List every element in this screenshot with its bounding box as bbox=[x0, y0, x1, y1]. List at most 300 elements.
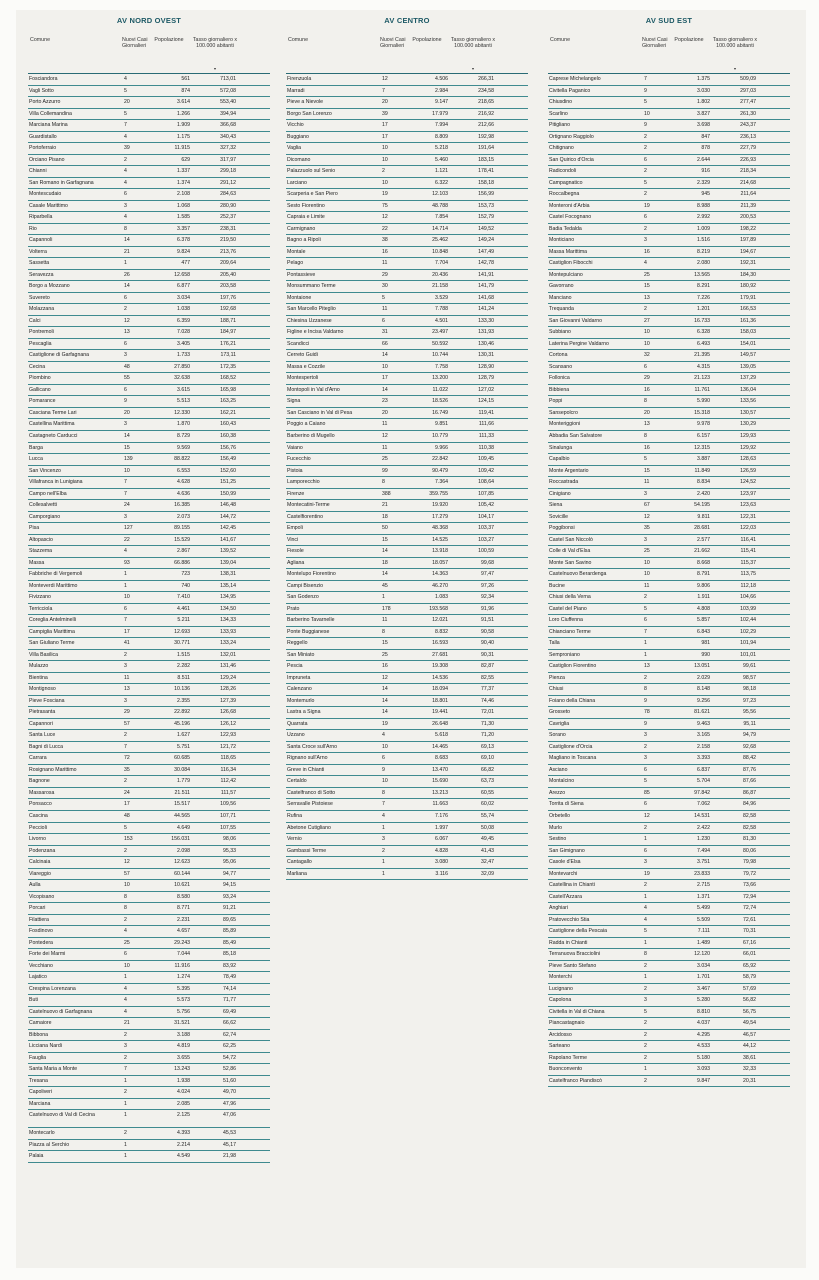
cell-nuovi-casi: 8 bbox=[124, 905, 127, 912]
cell-nuovi-casi: 29 bbox=[382, 271, 388, 278]
cell-tasso: 122,93 bbox=[220, 732, 236, 739]
cell-tasso: 101,94 bbox=[740, 640, 756, 647]
cell-popolazione: 6.493 bbox=[697, 340, 710, 347]
cell-comune: Rufina bbox=[287, 813, 302, 819]
cell-popolazione: 8.832 bbox=[435, 628, 448, 635]
cell-tasso: 192,68 bbox=[220, 306, 236, 313]
cell-nuovi-casi: 3 bbox=[644, 997, 647, 1004]
cell-popolazione: 54.195 bbox=[694, 502, 710, 509]
cell-nuovi-casi: 9 bbox=[382, 766, 385, 773]
cell-tasso: 184,30 bbox=[740, 271, 756, 278]
table-row bbox=[548, 558, 790, 570]
cell-nuovi-casi: 22 bbox=[382, 225, 388, 232]
cell-nuovi-casi: 1 bbox=[124, 582, 127, 589]
table-row bbox=[28, 799, 270, 811]
sort-desc-icon[interactable] bbox=[734, 68, 736, 70]
cell-tasso: 66,62 bbox=[223, 1020, 236, 1027]
cell-tasso: 74,46 bbox=[481, 697, 494, 704]
cell-comune: Camaiore bbox=[29, 1020, 52, 1027]
cell-nuovi-casi: 14 bbox=[382, 352, 388, 359]
cell-nuovi-casi: 3 bbox=[644, 536, 647, 543]
table-header bbox=[286, 37, 528, 73]
table-row bbox=[286, 799, 528, 811]
cell-tasso: 56,82 bbox=[743, 997, 756, 1004]
cell-popolazione: 1.733 bbox=[177, 352, 190, 359]
cell-nuovi-casi: 9 bbox=[644, 122, 647, 129]
cell-popolazione: 2.992 bbox=[697, 214, 710, 221]
cell-nuovi-casi: 2 bbox=[124, 156, 127, 163]
cell-tasso: 69,49 bbox=[223, 1008, 236, 1015]
cell-comune: Campagnatico bbox=[549, 179, 583, 186]
cell-tasso: 77,37 bbox=[481, 686, 494, 693]
cell-comune: Castelfiorentino bbox=[287, 513, 324, 520]
cell-nuovi-casi: 20 bbox=[124, 409, 130, 416]
table-row bbox=[286, 132, 528, 144]
table-header bbox=[28, 37, 270, 73]
cell-popolazione: 13.565 bbox=[694, 271, 710, 278]
cell-comune: Gallicano bbox=[29, 386, 51, 393]
cell-comune: Caprese Michelangelo bbox=[549, 76, 601, 82]
cell-popolazione: 8.683 bbox=[435, 755, 448, 762]
table-row bbox=[286, 592, 528, 604]
cell-nuovi-casi: 25 bbox=[644, 271, 650, 278]
cell-nuovi-casi: 3 bbox=[124, 421, 127, 428]
cell-tasso: 128,63 bbox=[740, 456, 756, 463]
cell-popolazione: 7.364 bbox=[435, 479, 448, 486]
cell-tasso: 100,59 bbox=[478, 548, 494, 555]
cell-popolazione: 4.549 bbox=[177, 1153, 190, 1160]
cell-comune: Chiusi bbox=[549, 686, 564, 693]
cell-popolazione: 18.526 bbox=[432, 398, 448, 405]
cell-tasso: 141,24 bbox=[478, 306, 494, 313]
table-row bbox=[286, 846, 528, 858]
table-header bbox=[548, 37, 790, 73]
cell-popolazione: 5.573 bbox=[177, 997, 190, 1004]
table-row bbox=[548, 869, 790, 881]
table-row bbox=[28, 258, 270, 270]
cell-comune: Radda in Chianti bbox=[549, 939, 588, 946]
cell-popolazione: 3.529 bbox=[435, 294, 448, 301]
cell-tasso: 95,56 bbox=[743, 709, 756, 716]
cell-nuovi-casi: 17 bbox=[382, 133, 388, 140]
cell-tasso: 184,97 bbox=[220, 329, 236, 336]
cell-comune: Fabbriche di Vergemoli bbox=[29, 571, 83, 578]
cell-nuovi-casi: 4 bbox=[644, 260, 647, 267]
cell-comune: Loro Ciuffenna bbox=[549, 617, 583, 624]
table-row bbox=[548, 1076, 790, 1088]
cell-nuovi-casi: 31 bbox=[382, 329, 388, 336]
cell-nuovi-casi: 2 bbox=[124, 651, 127, 658]
cell-tasso: 108,64 bbox=[478, 479, 494, 486]
cell-comune: Sassetta bbox=[29, 260, 50, 267]
cell-popolazione: 4.037 bbox=[697, 1020, 710, 1027]
cell-nuovi-casi: 2 bbox=[644, 168, 647, 175]
cell-comune: Bibbiena bbox=[549, 386, 570, 393]
cell-comune: Montopoli in Val d'Arno bbox=[287, 386, 340, 393]
cell-tasso: 49,70 bbox=[223, 1089, 236, 1096]
cell-popolazione: 11.663 bbox=[432, 801, 448, 808]
cell-nuovi-casi: 127 bbox=[124, 525, 133, 532]
cell-tasso: 297,03 bbox=[740, 87, 756, 94]
section-nord-ovest bbox=[28, 10, 270, 1163]
header-popolazione: Popolazione bbox=[674, 37, 704, 43]
sort-desc-icon[interactable] bbox=[214, 68, 216, 70]
cell-tasso: 141,91 bbox=[478, 271, 494, 278]
cell-tasso: 79,98 bbox=[743, 859, 756, 866]
cell-comune: Castellina in Chianti bbox=[549, 882, 595, 889]
cell-comune: Pitigliano bbox=[549, 122, 571, 129]
header-tasso[interactable]: Tasso giornaliero x 100.000 abitanti bbox=[712, 37, 758, 50]
cell-popolazione: 4.533 bbox=[697, 1043, 710, 1050]
cell-nuovi-casi: 50 bbox=[382, 525, 388, 532]
cell-comune: Buti bbox=[29, 997, 38, 1004]
cell-comune: Montelupo Fiorentino bbox=[287, 571, 336, 578]
cell-comune: Villafranca in Lunigiana bbox=[29, 479, 83, 486]
cell-comune: Pontremoli bbox=[29, 329, 54, 336]
section-title: AV CENTRO bbox=[384, 16, 430, 25]
cell-comune: Trequanda bbox=[549, 306, 574, 313]
cell-popolazione: 27.681 bbox=[432, 651, 448, 658]
cell-tasso: 553,40 bbox=[220, 99, 236, 106]
cell-nuovi-casi: 12 bbox=[382, 76, 388, 82]
cell-nuovi-casi: 9 bbox=[644, 720, 647, 727]
table-row bbox=[548, 684, 790, 696]
header-tasso[interactable]: Tasso giornaliero x 100.000 abitanti bbox=[192, 37, 238, 50]
cell-tasso: 103,27 bbox=[478, 536, 494, 543]
table-row bbox=[548, 258, 790, 270]
cell-tasso: 87,66 bbox=[743, 778, 756, 785]
cell-comune: Calenzano bbox=[287, 686, 312, 693]
cell-tasso: 67,16 bbox=[743, 939, 756, 946]
cell-nuovi-casi: 153 bbox=[124, 836, 133, 843]
cell-nuovi-casi: 1 bbox=[382, 824, 385, 831]
cell-comune: Palazzuolo sul Senio bbox=[287, 168, 336, 175]
cell-popolazione: 8.511 bbox=[177, 674, 190, 681]
cell-popolazione: 7.044 bbox=[177, 951, 190, 958]
cell-nuovi-casi: 67 bbox=[644, 502, 650, 509]
cell-tasso: 366,68 bbox=[220, 122, 236, 129]
table-row bbox=[28, 650, 270, 662]
table-row bbox=[548, 270, 790, 282]
cell-tasso: 227,79 bbox=[740, 145, 756, 152]
cell-tasso: 109,45 bbox=[478, 456, 494, 463]
cell-tasso: 72,74 bbox=[743, 905, 756, 912]
table-row bbox=[28, 212, 270, 224]
cell-comune: Monteroni d'Arbia bbox=[549, 202, 590, 209]
cell-comune: Magliano in Toscana bbox=[549, 755, 597, 762]
cell-tasso: 226,93 bbox=[740, 156, 756, 163]
table-body bbox=[286, 73, 528, 880]
cell-popolazione: 5.513 bbox=[177, 398, 190, 405]
cell-nuovi-casi: 20 bbox=[382, 99, 388, 106]
table-row bbox=[28, 489, 270, 501]
cell-comune: Bientina bbox=[29, 674, 48, 681]
cell-nuovi-casi: 4 bbox=[124, 985, 127, 992]
table-row bbox=[28, 408, 270, 420]
table-row bbox=[28, 823, 270, 835]
cell-tasso: 142,45 bbox=[220, 525, 236, 532]
table-row bbox=[28, 120, 270, 132]
table-row bbox=[548, 707, 790, 719]
table-row bbox=[28, 373, 270, 385]
table-row bbox=[286, 189, 528, 201]
cell-nuovi-casi: 25 bbox=[382, 456, 388, 463]
cell-tasso: 168,52 bbox=[220, 375, 236, 382]
cell-popolazione: 14.363 bbox=[432, 571, 448, 578]
cell-comune: Pieve a Nievole bbox=[287, 99, 324, 106]
cell-popolazione: 4.808 bbox=[697, 605, 710, 612]
cell-comune: San Quirico d'Orcia bbox=[549, 156, 594, 163]
cell-popolazione: 12.330 bbox=[174, 409, 190, 416]
cell-comune: Arezzo bbox=[549, 789, 566, 796]
cell-nuovi-casi: 4 bbox=[124, 168, 127, 175]
cell-tasso: 62,74 bbox=[223, 1031, 236, 1038]
cell-nuovi-casi: 9 bbox=[124, 398, 127, 405]
table-row bbox=[286, 811, 528, 823]
cell-popolazione: 1.083 bbox=[435, 594, 448, 601]
table-row bbox=[548, 673, 790, 685]
table-row bbox=[28, 155, 270, 167]
cell-popolazione: 60.144 bbox=[174, 870, 190, 877]
cell-comune: Gambassi Terme bbox=[287, 847, 327, 854]
cell-popolazione: 7.994 bbox=[435, 122, 448, 129]
cell-popolazione: 12.103 bbox=[432, 191, 448, 198]
cell-popolazione: 30.084 bbox=[174, 766, 190, 773]
table-row bbox=[548, 615, 790, 627]
cell-nuovi-casi: 3 bbox=[124, 1043, 127, 1050]
table-row bbox=[28, 776, 270, 788]
cell-nuovi-casi: 32 bbox=[644, 352, 650, 359]
cell-comune: Ponte Buggianese bbox=[287, 628, 330, 635]
cell-tasso: 238,31 bbox=[220, 225, 236, 232]
cell-nuovi-casi: 57 bbox=[124, 720, 130, 727]
table-row bbox=[548, 385, 790, 397]
cell-popolazione: 27.850 bbox=[174, 363, 190, 370]
cell-tasso: 45,53 bbox=[223, 1130, 236, 1137]
cell-tasso: 79,72 bbox=[743, 870, 756, 877]
cell-tasso: 32,47 bbox=[481, 859, 494, 866]
table-row bbox=[286, 558, 528, 570]
cell-tasso: 99,61 bbox=[743, 663, 756, 670]
cell-comune: Larciano bbox=[287, 179, 307, 186]
cell-popolazione: 10.744 bbox=[432, 352, 448, 359]
cell-tasso: 70,31 bbox=[743, 928, 756, 935]
cell-nuovi-casi: 4 bbox=[382, 813, 385, 819]
cell-tasso: 277,47 bbox=[740, 99, 756, 106]
cell-nuovi-casi: 2 bbox=[644, 674, 647, 681]
cell-comune: Vernio bbox=[287, 836, 302, 843]
table-row bbox=[548, 339, 790, 351]
cell-popolazione: 13.918 bbox=[432, 548, 448, 555]
cell-tasso: 82,58 bbox=[743, 824, 756, 831]
cell-tasso: 203,58 bbox=[220, 283, 236, 290]
cell-tasso: 95,11 bbox=[743, 720, 756, 727]
header-tasso[interactable]: Tasso giornaliero x 100.000 abitanti bbox=[450, 37, 496, 50]
header-nuovi-casi: Nuovi Casi Giornalieri bbox=[122, 37, 148, 50]
cell-popolazione: 945 bbox=[701, 191, 710, 198]
cell-tasso: 21,98 bbox=[223, 1153, 236, 1160]
cell-nuovi-casi: 5 bbox=[644, 605, 647, 612]
cell-popolazione: 5.395 bbox=[177, 985, 190, 992]
table-row bbox=[548, 742, 790, 754]
cell-popolazione: 2.108 bbox=[177, 191, 190, 198]
table-row bbox=[28, 765, 270, 777]
cell-popolazione: 4.393 bbox=[177, 1130, 190, 1137]
table-row bbox=[28, 132, 270, 144]
table-row bbox=[28, 362, 270, 374]
cell-nuovi-casi: 2 bbox=[124, 916, 127, 923]
cell-popolazione: 6.359 bbox=[177, 317, 190, 324]
cell-popolazione: 1.938 bbox=[177, 1077, 190, 1084]
cell-comune: Capoliveri bbox=[29, 1089, 53, 1096]
table-row bbox=[28, 1064, 270, 1076]
table-row bbox=[548, 857, 790, 869]
cell-popolazione: 740 bbox=[181, 582, 190, 589]
cell-popolazione: 12.693 bbox=[174, 628, 190, 635]
cell-popolazione: 3.030 bbox=[697, 87, 710, 94]
table-row bbox=[286, 327, 528, 339]
header-nuovi-casi: Nuovi Casi Giornalieri bbox=[642, 37, 668, 50]
cell-popolazione: 90.479 bbox=[432, 467, 448, 474]
table-row bbox=[286, 581, 528, 593]
table-row bbox=[548, 224, 790, 236]
cell-nuovi-casi: 11 bbox=[124, 674, 130, 681]
cell-popolazione: 11.761 bbox=[694, 386, 710, 393]
cell-popolazione: 6.378 bbox=[177, 237, 190, 244]
cell-popolazione: 7.854 bbox=[435, 214, 448, 221]
table-row bbox=[548, 109, 790, 121]
cell-nuovi-casi: 10 bbox=[124, 594, 130, 601]
table-row bbox=[548, 776, 790, 788]
cell-nuovi-casi: 7 bbox=[124, 617, 127, 624]
cell-popolazione: 10.621 bbox=[174, 882, 190, 889]
cell-popolazione: 13.243 bbox=[174, 1066, 190, 1073]
table-row bbox=[548, 569, 790, 581]
table-row bbox=[28, 316, 270, 328]
cell-comune: Santa Croce sull'Arno bbox=[287, 743, 338, 750]
table-row bbox=[28, 857, 270, 869]
table-row bbox=[548, 638, 790, 650]
cell-tasso: 84,96 bbox=[743, 801, 756, 808]
cell-comune: Pistoia bbox=[287, 467, 303, 474]
cell-comune: Montescudaio bbox=[29, 191, 62, 198]
cell-nuovi-casi: 1 bbox=[124, 1112, 127, 1119]
cell-popolazione: 10.779 bbox=[432, 432, 448, 439]
cell-popolazione: 23.497 bbox=[432, 329, 448, 336]
table-row bbox=[28, 1151, 270, 1163]
cell-comune: Serravalle Pistoiese bbox=[287, 801, 333, 808]
table-body bbox=[548, 73, 790, 1087]
cell-popolazione: 4.828 bbox=[435, 847, 448, 854]
table-row bbox=[286, 201, 528, 213]
cell-nuovi-casi: 1 bbox=[644, 974, 647, 981]
cell-comune: Massa Marittima bbox=[549, 248, 588, 255]
cell-comune: Montalcino bbox=[549, 778, 575, 785]
cell-comune: Massa bbox=[29, 559, 45, 566]
table-row bbox=[28, 1041, 270, 1053]
cell-comune: Pelago bbox=[287, 260, 304, 267]
cell-popolazione: 990 bbox=[701, 651, 710, 658]
cell-nuovi-casi: 6 bbox=[644, 156, 647, 163]
cell-comune: Crespina Lorenzana bbox=[29, 985, 76, 992]
cell-comune: Pieve Santo Stefano bbox=[549, 962, 597, 969]
cell-tasso: 107,71 bbox=[220, 813, 236, 819]
cell-popolazione: 14.525 bbox=[432, 536, 448, 543]
cell-comune: Forte dei Marmi bbox=[29, 951, 66, 958]
cell-nuovi-casi: 19 bbox=[644, 870, 650, 877]
cell-comune: Subbiano bbox=[549, 329, 571, 336]
cell-comune: Reggello bbox=[287, 640, 308, 647]
cell-tasso: 95,33 bbox=[223, 847, 236, 854]
cell-popolazione: 46.270 bbox=[432, 582, 448, 589]
cell-nuovi-casi: 5 bbox=[644, 1008, 647, 1015]
table-row bbox=[28, 1140, 270, 1152]
cell-comune: Lucignano bbox=[549, 985, 573, 992]
cell-popolazione: 2.420 bbox=[697, 490, 710, 497]
cell-nuovi-casi: 8 bbox=[644, 398, 647, 405]
cell-nuovi-casi: 4 bbox=[644, 905, 647, 912]
cell-nuovi-casi: 5 bbox=[124, 824, 127, 831]
cell-tasso: 82,55 bbox=[481, 674, 494, 681]
cell-nuovi-casi: 10 bbox=[644, 571, 650, 578]
cell-popolazione: 723 bbox=[181, 571, 190, 578]
table-row bbox=[286, 869, 528, 881]
cell-tasso: 179,91 bbox=[740, 294, 756, 301]
cell-comune: Siena bbox=[549, 502, 563, 509]
table-row bbox=[28, 109, 270, 121]
table-row bbox=[28, 1053, 270, 1065]
cell-popolazione: 981 bbox=[701, 640, 710, 647]
cell-nuovi-casi: 5 bbox=[382, 294, 385, 301]
sort-desc-icon[interactable] bbox=[472, 68, 474, 70]
table-row bbox=[28, 512, 270, 524]
cell-tasso: 74,14 bbox=[223, 985, 236, 992]
cell-tasso: 91,51 bbox=[481, 617, 494, 624]
cell-comune: Marliana bbox=[287, 870, 307, 877]
cell-tasso: 90,40 bbox=[481, 640, 494, 647]
cell-tasso: 122,31 bbox=[740, 513, 756, 520]
table-row bbox=[548, 1064, 790, 1076]
cell-popolazione: 21.511 bbox=[174, 789, 190, 796]
cell-tasso: 65,92 bbox=[743, 962, 756, 969]
cell-comune: Dicomano bbox=[287, 156, 311, 163]
cell-comune: Sorano bbox=[549, 732, 566, 739]
cell-nuovi-casi: 22 bbox=[124, 536, 130, 543]
cell-popolazione: 4.657 bbox=[177, 928, 190, 935]
cell-comune: Viareggio bbox=[29, 870, 51, 877]
table-row bbox=[286, 362, 528, 374]
cell-nuovi-casi: 1 bbox=[124, 974, 127, 981]
section-title: AV NORD OVEST bbox=[116, 16, 182, 25]
cell-comune: Anghiari bbox=[549, 905, 569, 912]
cell-nuovi-casi: 19 bbox=[644, 202, 650, 209]
cell-nuovi-casi: 1 bbox=[124, 260, 127, 267]
table-row bbox=[28, 1018, 270, 1030]
cell-popolazione: 50.592 bbox=[432, 340, 448, 347]
table-row bbox=[28, 385, 270, 397]
cell-nuovi-casi: 1 bbox=[382, 859, 385, 866]
cell-nuovi-casi: 17 bbox=[124, 801, 130, 808]
cell-comune: Sesto Fiorentino bbox=[287, 202, 325, 209]
table-row bbox=[28, 903, 270, 915]
cell-comune: Castelfranco Piandiscò bbox=[549, 1077, 603, 1084]
cell-comune: Coreglia Antelminelli bbox=[29, 617, 76, 624]
cell-tasso: 57,69 bbox=[743, 985, 756, 992]
cell-popolazione: 16.385 bbox=[174, 502, 190, 509]
cell-nuovi-casi: 11 bbox=[644, 479, 650, 486]
cell-popolazione: 3.405 bbox=[177, 340, 190, 347]
cell-comune: Campi Bisenzio bbox=[287, 582, 324, 589]
